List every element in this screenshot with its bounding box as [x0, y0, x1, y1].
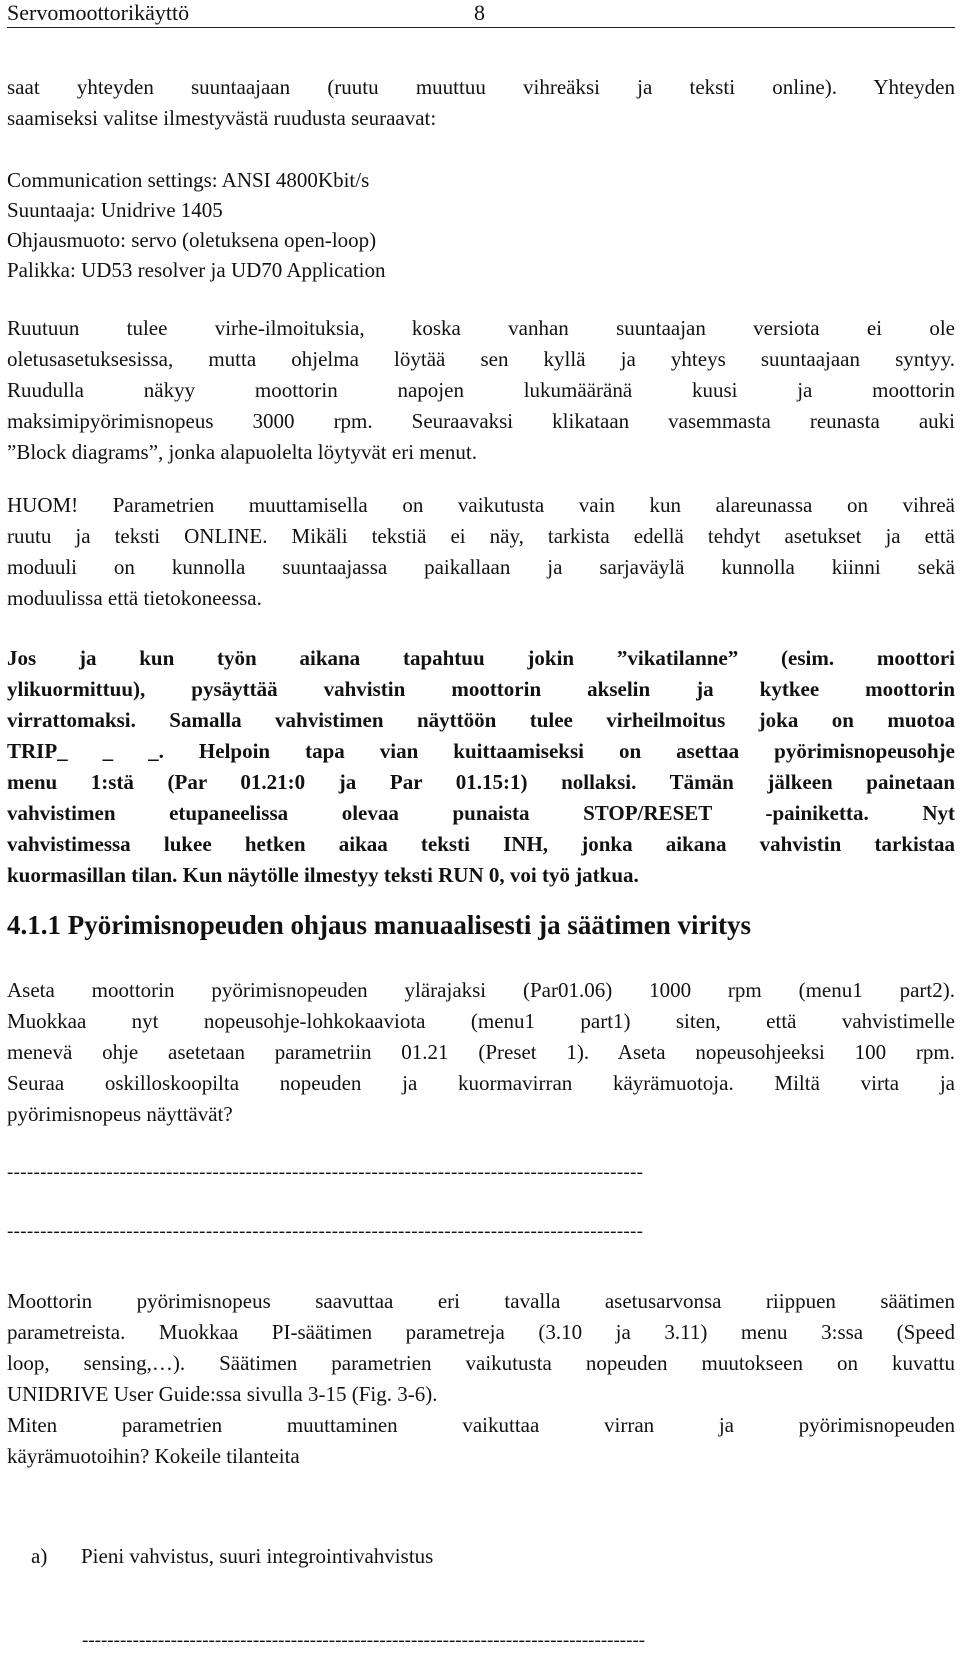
para2-line-4: moduulissa että tietokoneessa.	[7, 586, 262, 610]
page-header	[7, 0, 955, 28]
para1-line-3: Ruudulla näkyy moottorin napojen lukumääränä kuusi ja moottorin	[7, 378, 955, 402]
para1-line-4: maksimipyörimisnopeus 3000 rpm. Seuraavaksi klikataan vasemmasta reunasta auki	[7, 409, 955, 433]
intro-line-1: saat yhteyden suuntaajaan (ruutu muuttuu vihreäksi ja teksti online). Yhteyden	[7, 75, 955, 99]
intro-line-2: saamiseksi valitse ilmestyvästä ruudusta seuraavat:	[7, 106, 437, 130]
para5-line-4: UNIDRIVE User Guide:ssa sivulla 3-15 (Fig. 3-6).	[7, 1382, 438, 1406]
error-paragraph	[7, 313, 955, 468]
list-text-a: Pieni vahvistus, suuri integrointivahvistus	[81, 1544, 434, 1568]
para5-line-6: käyrämuotoihin? Kokeile tilanteita	[7, 1444, 300, 1468]
para3-line-3: virrattomaksi. Samalla vahvistimen näyttöön tulee virheilmoitus joka on muotoa	[7, 708, 955, 732]
para3-line-7: vahvistimessa lukee hetken aikaa teksti INH, jonka aikana vahvistin tarkistaa	[7, 832, 955, 856]
para5-line-2: parametreista. Muokkaa PI-säätimen parametreja (3.10 ja 3.11) menu 3:ssa (Speed	[7, 1320, 955, 1344]
list-marker-a: a)	[31, 1544, 48, 1568]
para5-line-3: loop, sensing,…). Säätimen parametrien vaikutusta nopeuden muutokseen on kuvattu	[7, 1351, 955, 1375]
para2-line-1: HUOM! Parametrien muuttamisella on vaikutusta vain kun alareunassa on vihreä	[7, 493, 955, 517]
settings-communication: Communication settings: ANSI 4800Kbit/s	[7, 168, 370, 192]
settings-drive: Suuntaaja: Unidrive 1405	[7, 198, 223, 222]
para1-line-1: Ruutuun tulee virhe-ilmoituksia, koska vanhan suuntaajan versiota ei ole	[7, 316, 955, 340]
intro-paragraph	[7, 72, 955, 134]
para4-line-2: Muokkaa nyt nopeusohje-lohkokaaviota (menu1 part1) siten, että vahvistimelle	[7, 1009, 955, 1033]
para3-line-4: TRIP_ _ _. Helpoin tapa vian kuittaamiseksi on asettaa pyörimisnopeusohje	[7, 739, 955, 763]
para3-line-6: vahvistimen etupaneelissa olevaa punaista STOP/RESET -painiketta. Nyt	[7, 801, 955, 825]
answer-line-2: ------------------------------------------------------------------------------------------------	[7, 1221, 644, 1242]
list-item-a	[31, 1541, 433, 1572]
para3-line-1: Jos ja kun työn aikana tapahtuu jokin ”vikatilanne” (esim. moottori	[7, 646, 955, 670]
section-heading: 4.1.1 Pyörimisnopeuden ohjaus manuaalisesti ja säätimen viritys	[7, 910, 752, 940]
speed-control-paragraph	[7, 975, 955, 1130]
page-number: 8	[474, 0, 485, 25]
settings-module: Palikka: UD53 resolver ja UD70 Application	[7, 258, 386, 282]
para4-line-3: menevä ohje asetetaan parametriin 01.21 (Preset 1). Aseta nopeusohjeeksi 100 rpm.	[7, 1040, 955, 1064]
fault-paragraph	[7, 643, 955, 891]
para3-line-2: ylikuormittuu), pysäyttää vahvistin moottorin akselin ja kytkee moottorin	[7, 677, 955, 701]
para5-line-5: Miten parametrien muuttaminen vaikuttaa virran ja pyörimisnopeuden	[7, 1413, 955, 1437]
para2-line-3: moduuli on kunnolla suuntaajassa paikallaan ja sarjaväylä kunnolla kiinni sekä	[7, 555, 955, 579]
settings-list	[7, 165, 955, 285]
para1-line-2: oletusasetuksesissa, mutta ohjelma löytää sen kyllä ja yhteys suuntaajaan syntyy.	[7, 347, 955, 371]
para4-line-1: Aseta moottorin pyörimisnopeuden ylärajaksi (Par01.06) 1000 rpm (menu1 part2).	[7, 978, 955, 1002]
pi-controller-paragraph	[7, 1286, 955, 1472]
note-paragraph	[7, 490, 955, 614]
para1-line-5: ”Block diagrams”, jonka alapuolelta löytyvät eri menut.	[7, 440, 478, 464]
settings-control-mode: Ohjausmuoto: servo (oletuksena open-loop)	[7, 228, 377, 252]
para4-line-5: pyörimisnopeus näyttävät?	[7, 1102, 233, 1126]
para4-line-4: Seuraa oskilloskoopilta nopeuden ja kuormavirran käyrämuotoja. Miltä virta ja	[7, 1071, 955, 1095]
answer-line-1: ------------------------------------------------------------------------------------------------	[7, 1162, 644, 1183]
para2-line-2: ruutu ja teksti ONLINE. Mikäli tekstiä ei näy, tarkista edellä tehdyt asetukset ja että	[7, 524, 955, 548]
para3-line-5: menu 1:stä (Par 01.21:0 ja Par 01.15:1) nollaksi. Tämän jälkeen painetaan	[7, 770, 955, 794]
para3-line-8: kuormasillan tilan. Kun näytölle ilmestyy teksti RUN 0, voi työ jatkua.	[7, 863, 639, 887]
header-title: Servomoottorikäyttö	[7, 0, 190, 25]
answer-line-a: -----------------------------------------------------------------------------------------	[82, 1630, 646, 1651]
para5-line-1: Moottorin pyörimisnopeus saavuttaa eri tavalla asetusarvonsa riippuen säätimen	[7, 1289, 955, 1313]
